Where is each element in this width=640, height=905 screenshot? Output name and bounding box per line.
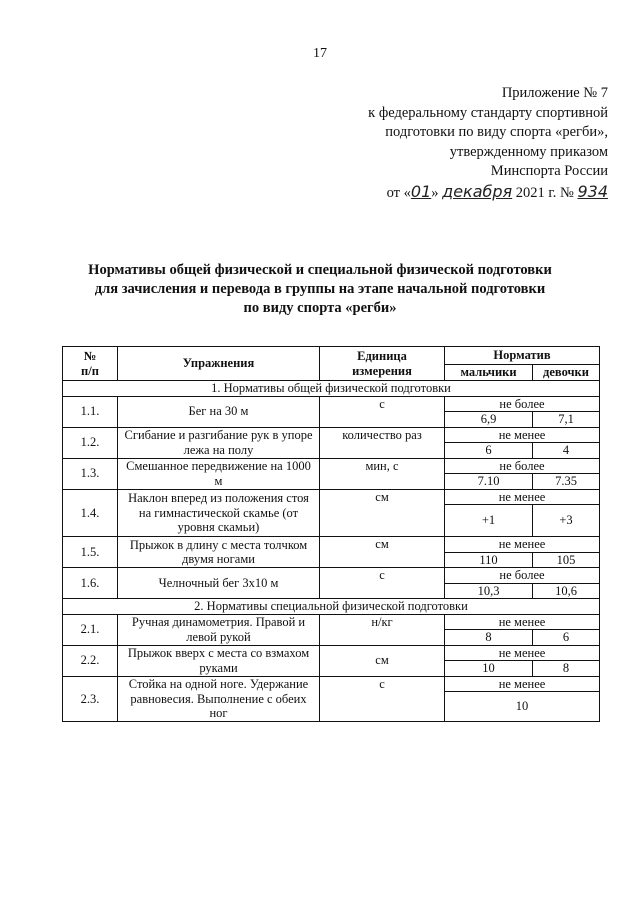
row-unit: см — [320, 537, 445, 568]
header-norm: Норматив — [445, 347, 600, 365]
row-condition: не менее — [445, 676, 600, 692]
date-day: 01 — [410, 181, 432, 201]
row-girls-value: 105 — [533, 552, 600, 568]
row-num: 1.5. — [63, 537, 118, 568]
row-condition: не более — [445, 568, 600, 584]
header-exercise: Упражнения — [118, 347, 320, 381]
title-line-2: для зачисления и перевода в группы на этапе начальной подготовки — [94, 281, 546, 297]
appendix-line-2: к федеральному стандарту спортивной — [368, 104, 608, 121]
row-exercise: Прыжок в длину с места толчком двумя ногами — [118, 537, 320, 568]
document-title — [40, 261, 600, 318]
row-num: 1.4. — [63, 489, 118, 537]
row-condition: не менее — [445, 537, 600, 553]
row-boys-value: 8 — [445, 630, 533, 646]
appendix-line-5: Минспорта России — [490, 163, 608, 179]
row-exercise: Стойка на одной ноге. Удержание равновесия. Выполнение с обеих ног — [118, 676, 320, 722]
row-unit: с — [320, 396, 445, 427]
row-unit: см — [320, 489, 445, 537]
row-girls-value: 8 — [533, 661, 600, 677]
appendix-line-3: подготовки по виду спорта «регби», — [385, 124, 608, 140]
row-condition: не менее — [445, 645, 600, 661]
row-condition: не менее — [445, 614, 600, 630]
row-unit: с — [320, 676, 445, 722]
row-girls-value: 7.35 — [533, 474, 600, 490]
page-number: 17 — [313, 46, 327, 61]
row-unit: см — [320, 645, 445, 676]
row-exercise: Сгибание и разгибание рук в упоре лежа на полу — [118, 427, 320, 458]
row-num: 1.6. — [63, 568, 118, 599]
row-unit: количество раз — [320, 427, 445, 458]
appendix-line-1: Приложение № 7 — [501, 85, 608, 101]
norms-table — [62, 346, 600, 722]
row-boys-value: 6,9 — [445, 412, 533, 428]
row-boys-value: 110 — [445, 552, 533, 568]
row-unit: с — [320, 568, 445, 599]
row-girls-value: 7,1 — [533, 412, 600, 428]
row-exercise: Наклон вперед из положения стоя на гимнастической скамье (от уровня скамьи) — [118, 489, 320, 537]
row-unit: мин, с — [320, 458, 445, 489]
row-num: 2.1. — [63, 614, 118, 645]
date-year: 2021 г. № — [515, 184, 574, 201]
row-exercise: Прыжок вверх с места со взмахом руками — [118, 645, 320, 676]
row-girls-value: 4 — [533, 443, 600, 459]
date-number: 934 — [577, 181, 608, 201]
header-unit: Единица измерения — [320, 347, 445, 381]
row-condition: не менее — [445, 489, 600, 505]
date-month: декабря — [442, 181, 513, 201]
appendix-date-line — [368, 182, 608, 204]
date-mid: » — [431, 184, 439, 201]
appendix-line-4: утвержденному приказом — [449, 143, 608, 160]
row-boys-value: +1 — [445, 505, 533, 537]
header-num: № п/п — [63, 347, 118, 381]
row-boys-value: 10 — [445, 661, 533, 677]
row-exercise: Смешанное передвижение на 1000 м — [118, 458, 320, 489]
row-boys-value: 10,3 — [445, 583, 533, 599]
row-girls-value: 6 — [533, 630, 600, 646]
appendix-block — [368, 84, 608, 203]
row-num: 1.2. — [63, 427, 118, 458]
header-girls: девочки — [533, 365, 600, 381]
row-both-value: 10 — [445, 692, 600, 722]
row-exercise: Бег на 30 м — [118, 396, 320, 427]
row-num: 2.3. — [63, 676, 118, 722]
row-boys-value: 7.10 — [445, 474, 533, 490]
row-num: 2.2. — [63, 645, 118, 676]
row-num: 1.3. — [63, 458, 118, 489]
row-condition: не более — [445, 396, 600, 412]
row-condition: не менее — [445, 427, 600, 443]
row-condition: не более — [445, 458, 600, 474]
row-exercise: Челночный бег 3х10 м — [118, 568, 320, 599]
row-num: 1.1. — [63, 396, 118, 427]
section-2-title: 2. Нормативы специальной физической подготовки — [63, 599, 600, 615]
row-boys-value: 6 — [445, 443, 533, 459]
row-unit: н/кг — [320, 614, 445, 645]
title-line-3: по виду спорта «регби» — [243, 300, 397, 316]
date-prefix: от « — [386, 184, 411, 201]
row-girls-value: 10,6 — [533, 583, 600, 599]
header-boys: мальчики — [445, 365, 533, 381]
row-girls-value: +3 — [533, 505, 600, 537]
title-line-1: Нормативы общей физической и специальной физической подготовки — [88, 262, 552, 278]
row-exercise: Ручная динамометрия. Правой и левой рукой — [118, 614, 320, 645]
section-1-title: 1. Нормативы общей физической подготовки — [63, 381, 600, 397]
